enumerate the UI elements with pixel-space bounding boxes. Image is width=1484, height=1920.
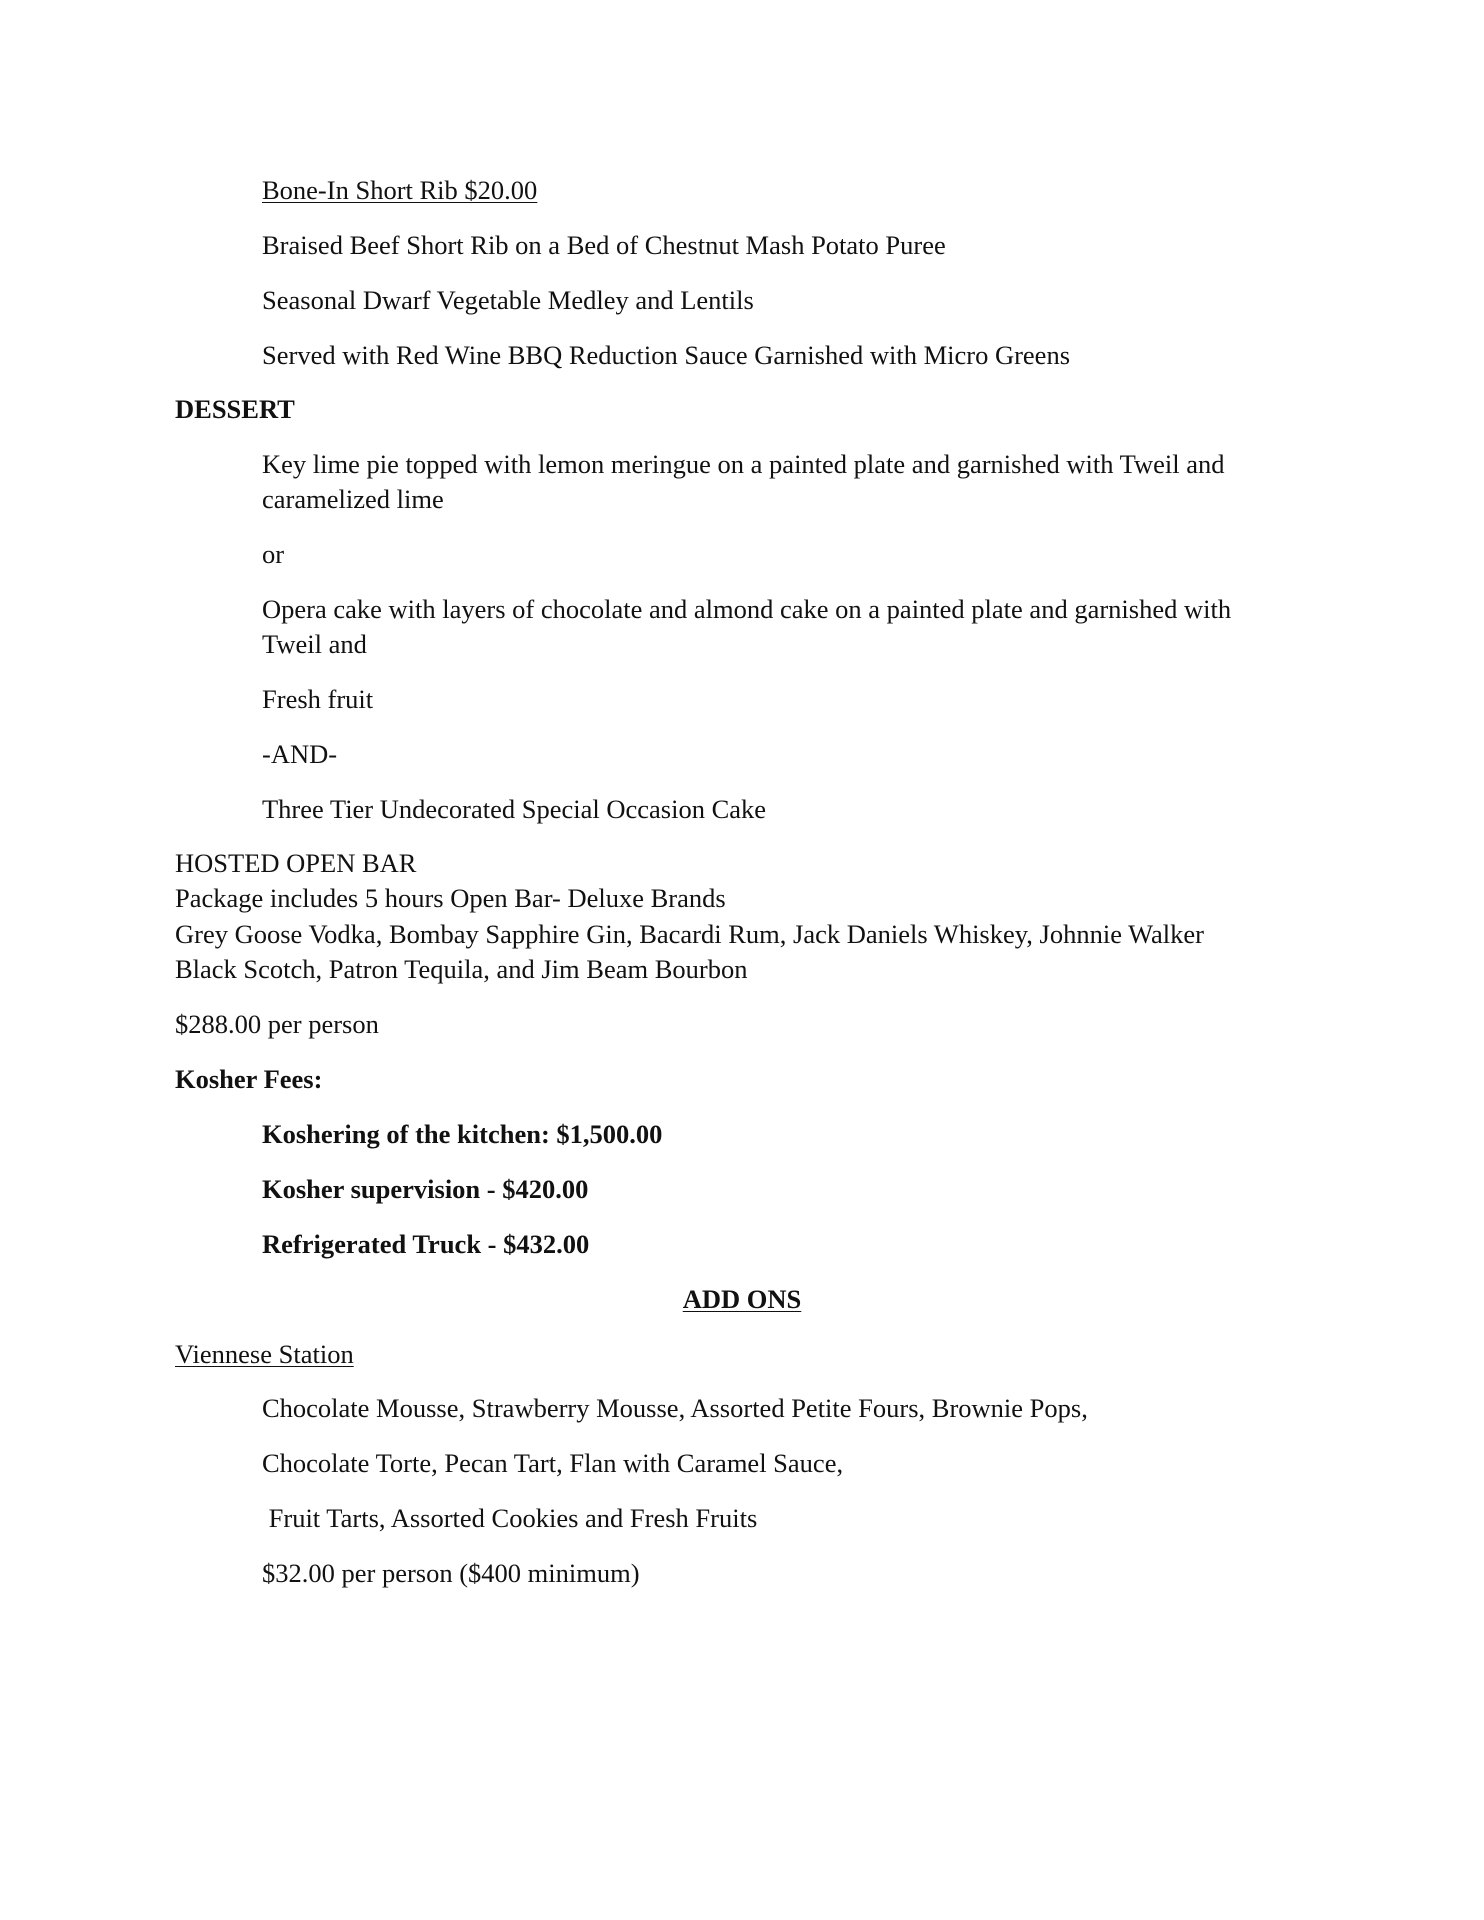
entree-line: Served with Red Wine BBQ Reduction Sauce Garnished with Micro Greens (262, 340, 1071, 370)
entree-line: Seasonal Dwarf Vegetable Medley and Lentils (262, 285, 754, 315)
kosher-heading: Kosher Fees: (175, 1064, 323, 1094)
viennese-station-title: Viennese Station (175, 1339, 354, 1369)
entree-line: Braised Beef Short Rib on a Bed of Chestnut Mash Potato Puree (262, 230, 946, 260)
dessert-and: -AND- (262, 739, 338, 769)
viennese-price: $32.00 per person ($400 minimum) (262, 1558, 640, 1588)
bar-brands-line1: Grey Goose Vodka, Bombay Sapphire Gin, Bacardi Rum, Jack Daniels Whiskey, Johnnie Walker (175, 919, 1204, 949)
kosher-fee-item: Koshering of the kitchen: $1,500.00 (262, 1119, 663, 1149)
dessert-option2-line2: Tweil and (262, 629, 367, 659)
dessert-option1-line1: Key lime pie topped with lemon meringue on a painted plate and garnished with Tweil and (262, 449, 1225, 479)
viennese-line: Fruit Tarts, Assorted Cookies and Fresh Fruits (262, 1503, 758, 1533)
entree-title: Bone-In Short Rib $20.00 (262, 175, 538, 205)
dessert-option1-line2: caramelized lime (262, 484, 444, 514)
kosher-fee-item: Refrigerated Truck - $432.00 (262, 1229, 590, 1259)
kosher-fee-item: Kosher supervision - $420.00 (262, 1174, 589, 1204)
bar-brands-line2: Black Scotch, Patron Tequila, and Jim Beam Bourbon (175, 954, 748, 984)
addons-heading-row (0, 1282, 1484, 1317)
bar-price: $288.00 per person (175, 1009, 379, 1039)
dessert-heading: DESSERT (175, 394, 295, 424)
dessert-option2-line1: Opera cake with layers of chocolate and almond cake on a painted plate and garnished with (262, 594, 1232, 624)
bar-heading: HOSTED OPEN BAR (175, 848, 417, 878)
viennese-line: Chocolate Torte, Pecan Tart, Flan with Caramel Sauce, (262, 1448, 844, 1478)
bar-package: Package includes 5 hours Open Bar- Deluxe Brands (175, 883, 726, 913)
viennese-line: Chocolate Mousse, Strawberry Mousse, Assorted Petite Fours, Brownie Pops, (262, 1393, 1088, 1423)
addons-heading: ADD ONS (682, 1284, 802, 1314)
dessert-cake: Three Tier Undecorated Special Occasion Cake (262, 794, 767, 824)
dessert-or: or (262, 539, 285, 569)
dessert-fresh-fruit: Fresh fruit (262, 684, 374, 714)
